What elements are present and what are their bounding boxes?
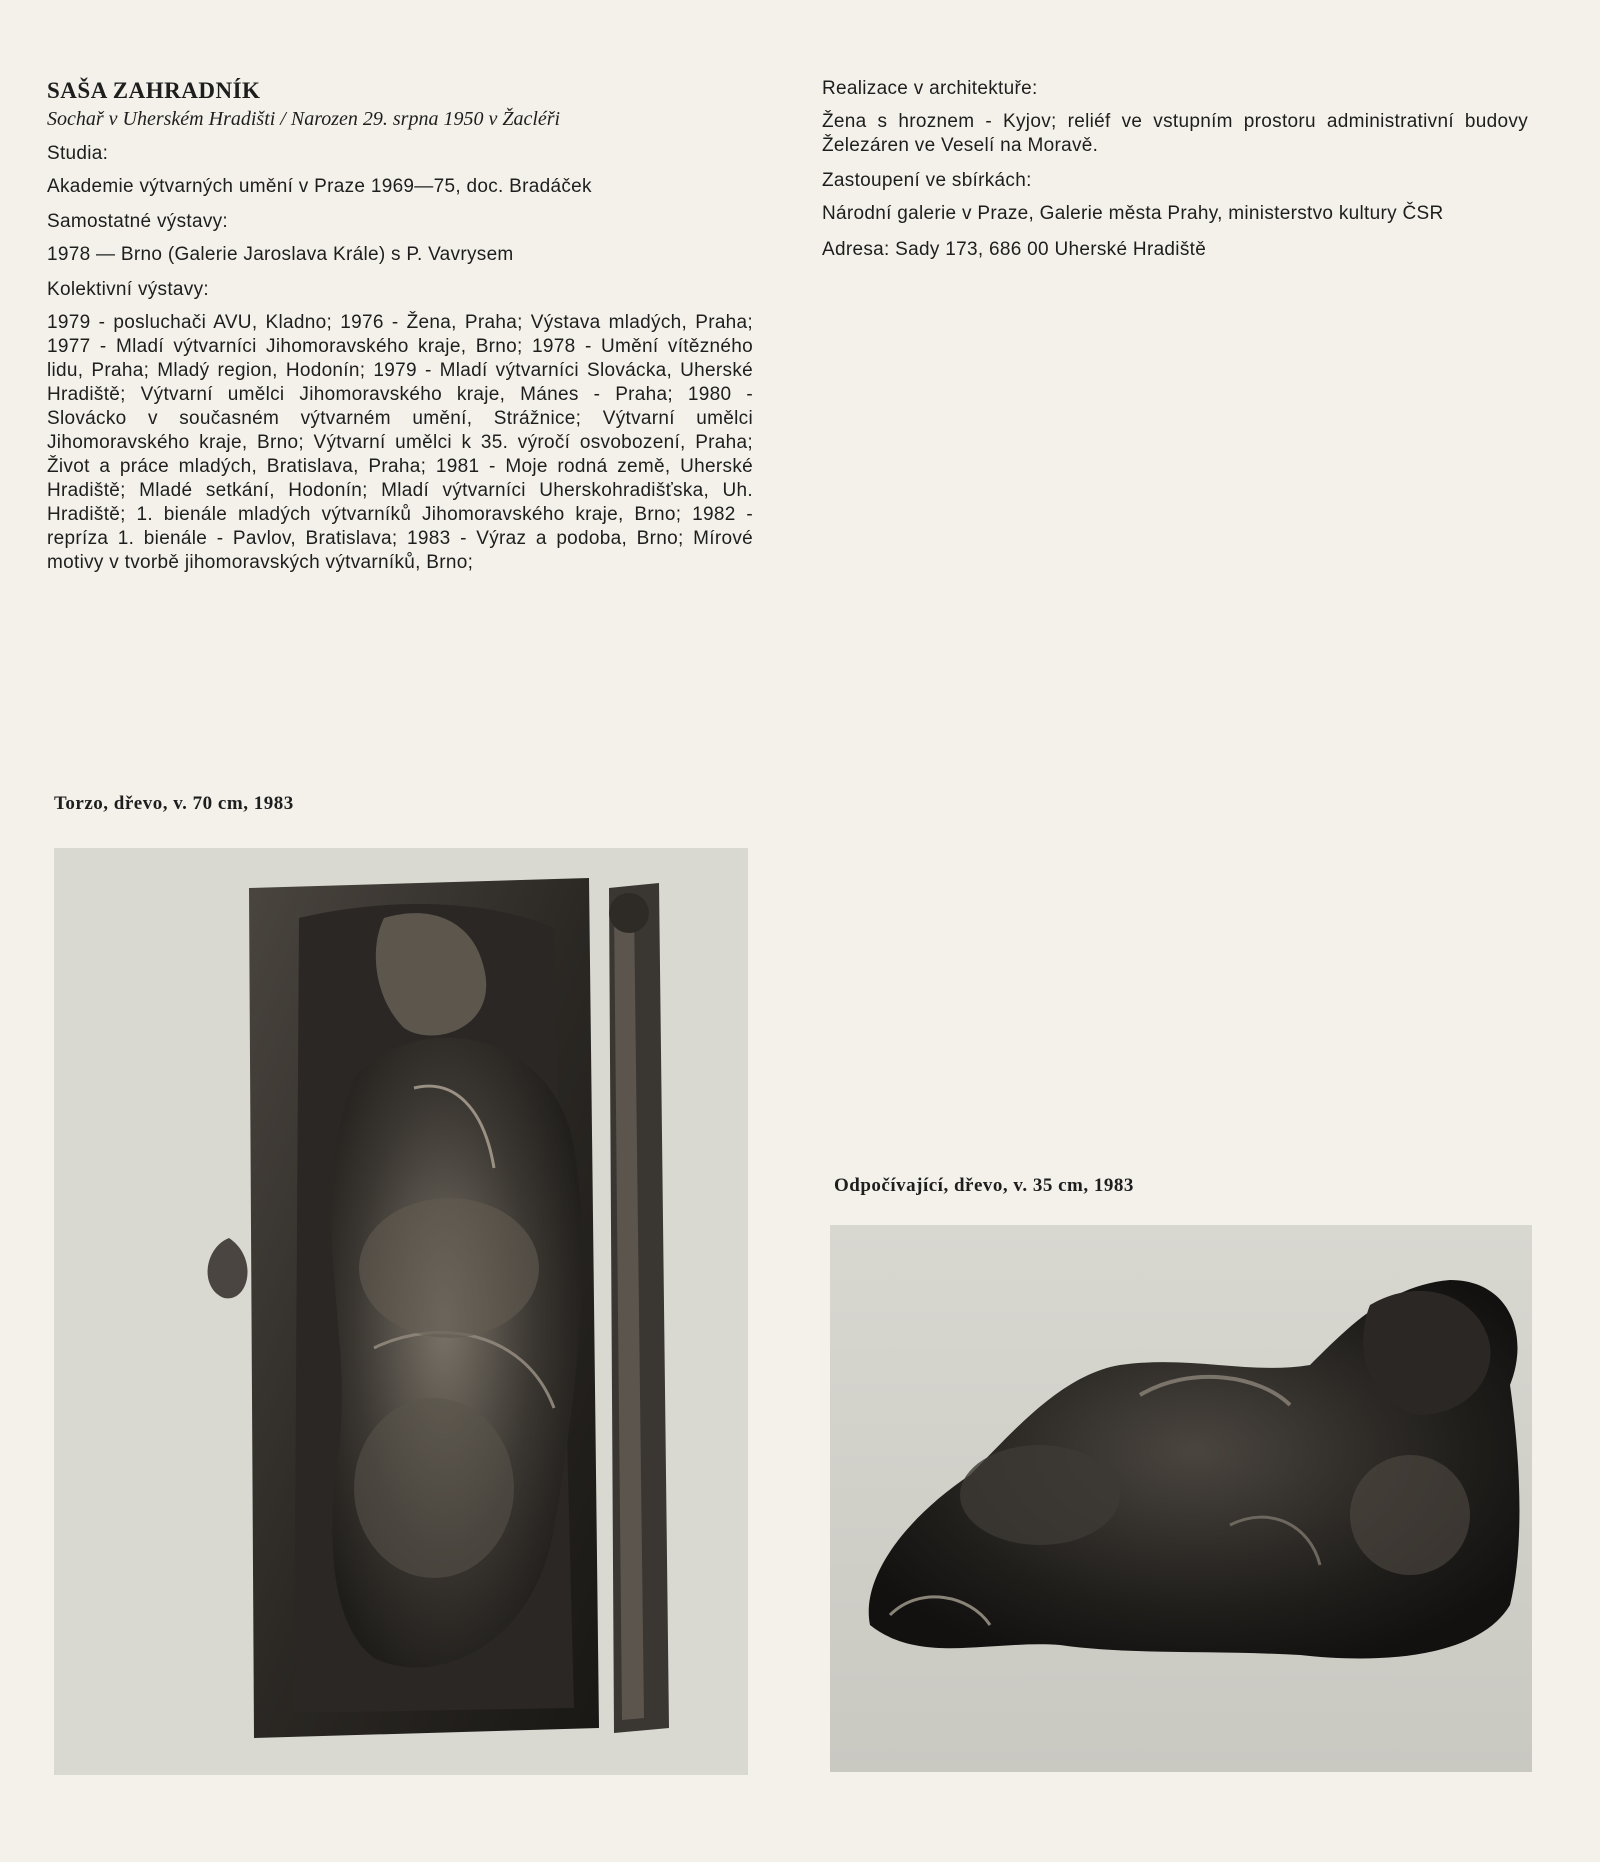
artist-name: SAŠA ZAHRADNÍK: [47, 78, 261, 103]
architecture-text: Žena s hroznem - Kyjov; reliéf ve vstupním prostoru administrativní budovy Železáren ve Veselí na Moravě.: [822, 111, 1528, 156]
group-exhibitions-text: 1979 - posluchači AVU, Kladno; 1976 - Žena, Praha; Výstava mladých, Praha; 1977 - Mladí výtvarníci Jihomoravského kraje, Brno; 1978 - Umění vítězného lidu, Praha; Mladý region, Hodonín; 1979 - Mladí výtvarníci Slovácka, Uherské Hradiště; Výtvarní umělci Jihomoravského kraje, Mánes - Praha; 1980 - Slovácko v současném výtvarném umění, Strážnice; Výtvarní umělci Jihomoravského kraje, Brno; Výtvarní umělci k 35. výročí osvobození, Praha; Život a práce mladých, Bratislava, Praha; 1981 - Moje rodná země, Uherské Hradiště; Mladé setkání, Hodonín; Mladí výtvarníci Uherskohradišťska, Uh. Hradiště; 1. bienále mladých výtvarníků Jihomoravského kraje, Brno; 1982 - repríza 1. bienále - Pavlov, Bratislava; 1983 - Výraz a podoba, Brno; Mírové motivy v tvorbě jihomoravských výtvarníků, Brno;: [47, 312, 753, 573]
solo-exhibitions-text: 1978 — Brno (Galerie Jaroslava Krále) s P. Vavrysem: [47, 244, 514, 265]
architecture-label: Realizace v architektuře:: [822, 78, 1038, 99]
artwork-photo-odpocivajici: [830, 1225, 1532, 1772]
biography-right-column: [822, 78, 1528, 274]
artwork-caption-odpocivajici: Odpočívající, dřevo, v. 35 cm, 1983: [834, 1175, 1134, 1196]
artist-subtitle: Sochař v Uherském Hradišti / Narozen 29. srpna 1950 v Žacléři: [47, 108, 561, 130]
address-text: Adresa: Sady 173, 686 00 Uherské Hradiště: [822, 239, 1207, 260]
studies-text: Akademie výtvarných umění v Praze 1969—75, doc. Bradáček: [47, 176, 592, 197]
group-exhibitions-label: Kolektivní výstavy:: [47, 279, 209, 300]
solo-exhibitions-label: Samostatné výstavy:: [47, 211, 228, 232]
collections-text: Národní galerie v Praze, Galerie města Prahy, ministerstvo kultury ČSR: [822, 203, 1444, 224]
artwork-caption-torzo: Torzo, dřevo, v. 70 cm, 1983: [54, 793, 294, 814]
studies-label: Studia:: [47, 143, 109, 164]
artwork-photo-torzo: [54, 848, 748, 1775]
collections-label: Zastoupení ve sbírkách:: [822, 170, 1032, 191]
biography-left-column: [47, 78, 753, 587]
